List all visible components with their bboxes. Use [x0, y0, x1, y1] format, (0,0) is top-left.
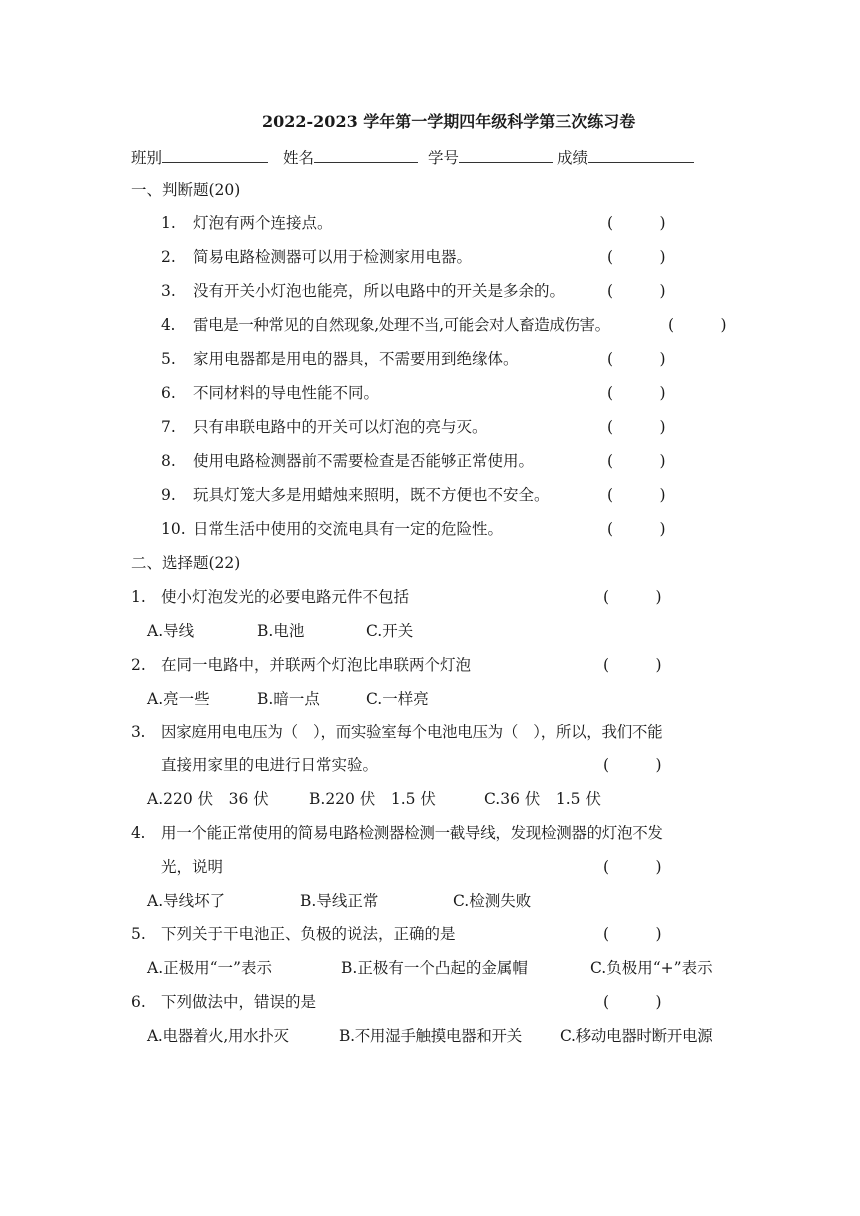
answer-paren[interactable]: ( ): [607, 282, 666, 300]
judge-item: 10. 日常生活中使用的交流电具有一定的危险性。: [161, 520, 504, 538]
answer-paren[interactable]: ( ): [668, 316, 727, 334]
class-label: 班别: [131, 149, 163, 167]
section2-heading: 二、选择题(22): [131, 554, 241, 572]
judge-item: 3. 没有开关小灯泡也能亮，所以电路中的开关是多余的。: [161, 282, 566, 300]
answer-paren[interactable]: ( ): [607, 486, 666, 504]
option-c[interactable]: C.开关: [366, 622, 414, 640]
option-c[interactable]: C.移动电器时断开电源: [560, 1027, 713, 1045]
score-label: 成绩: [557, 149, 589, 167]
class-field: [131, 146, 268, 168]
option-b[interactable]: B.暗一点: [257, 690, 320, 708]
page-title: 2022-2023 学年第一学期四年级科学第三次练习卷: [262, 112, 636, 131]
judge-item: 7. 只有串联电路中的开关可以灯泡的亮与灭。: [161, 418, 488, 436]
judge-item: 1. 灯泡有两个连接点。: [161, 214, 333, 232]
option-b[interactable]: B.导线正常: [300, 892, 379, 910]
name-blank[interactable]: [314, 146, 418, 163]
answer-paren[interactable]: ( ): [607, 520, 666, 538]
answer-paren[interactable]: ( ): [607, 350, 666, 368]
option-b[interactable]: B.正极有一个凸起的金属帽: [341, 959, 528, 977]
answer-paren[interactable]: ( ): [603, 588, 662, 606]
choice-question: 6. 下列做法中，错误的是: [131, 993, 317, 1011]
question-continuation: 光，说明: [161, 858, 224, 876]
judge-item: 8. 使用电路检测器前不需要检查是否能够正常使用。: [161, 452, 535, 470]
id-blank[interactable]: [459, 146, 553, 163]
judge-item: 9. 玩具灯笼大多是用蜡烛来照明，既不方便也不安全。: [161, 486, 550, 504]
option-c[interactable]: C.36 伏 1.5 伏: [484, 790, 601, 808]
option-a[interactable]: A.电器着火,用水扑灭: [147, 1027, 289, 1045]
judge-item: 4. 雷电是一种常见的自然现象,处理不当,可能会对人畜造成伤害。: [161, 316, 610, 334]
section1-heading: 一、判断题(20): [131, 181, 241, 199]
option-b[interactable]: B.电池: [257, 622, 305, 640]
choice-question: 2. 在同一电路中，并联两个灯泡比串联两个灯泡: [131, 656, 472, 674]
answer-paren[interactable]: ( ): [607, 214, 666, 232]
name-field: [283, 146, 418, 168]
option-c[interactable]: C.检测失败: [453, 892, 532, 910]
choice-question: 5. 下列关于干电池正、负极的说法，正确的是: [131, 925, 456, 943]
answer-paren[interactable]: ( ): [607, 452, 666, 470]
answer-paren[interactable]: ( ): [607, 418, 666, 436]
score-field: [557, 146, 694, 168]
option-c[interactable]: C.一样亮: [366, 690, 429, 708]
option-b[interactable]: B.220 伏 1.5 伏: [309, 790, 436, 808]
option-a[interactable]: A.亮一些: [147, 690, 210, 708]
choice-question: 3. 因家庭用电电压为（ ），而实验室每个电池电压为（ ），所以，我们不能: [131, 723, 663, 741]
question-continuation: 直接用家里的电进行日常实验。: [161, 756, 379, 774]
judge-item: 6. 不同材料的导电性能不同。: [161, 384, 380, 402]
answer-paren[interactable]: ( ): [607, 248, 666, 266]
answer-paren[interactable]: ( ): [607, 384, 666, 402]
answer-paren[interactable]: ( ): [603, 858, 662, 876]
judge-item: 2. 简易电路检测器可以用于检测家用电器。: [161, 248, 473, 266]
answer-paren[interactable]: ( ): [603, 925, 662, 943]
judge-item: 5. 家用电器都是用电的器具，不需要用到绝缘体。: [161, 350, 519, 368]
option-a[interactable]: A.正极用“一”表示: [147, 959, 272, 977]
choice-question: 4. 用一个能正常使用的简易电路检测器检测一截导线，发现检测器的灯泡不发: [131, 824, 663, 842]
answer-paren[interactable]: ( ): [603, 656, 662, 674]
choice-question: 1. 使小灯泡发光的必要电路元件不包括: [131, 588, 410, 606]
option-a[interactable]: A.导线坏了: [147, 892, 226, 910]
answer-paren[interactable]: ( ): [603, 756, 662, 774]
class-blank[interactable]: [162, 146, 268, 163]
id-field: [428, 146, 553, 168]
name-label: 姓名: [283, 149, 315, 167]
answer-paren[interactable]: ( ): [603, 993, 662, 1011]
option-a[interactable]: A.导线: [147, 622, 195, 640]
id-label: 学号: [428, 149, 460, 167]
score-blank[interactable]: [588, 146, 694, 163]
option-c[interactable]: C.负极用“+”表示: [590, 959, 713, 977]
option-a[interactable]: A.220 伏 36 伏: [147, 790, 269, 808]
option-b[interactable]: B.不用湿手触摸电器和开关: [339, 1027, 522, 1045]
